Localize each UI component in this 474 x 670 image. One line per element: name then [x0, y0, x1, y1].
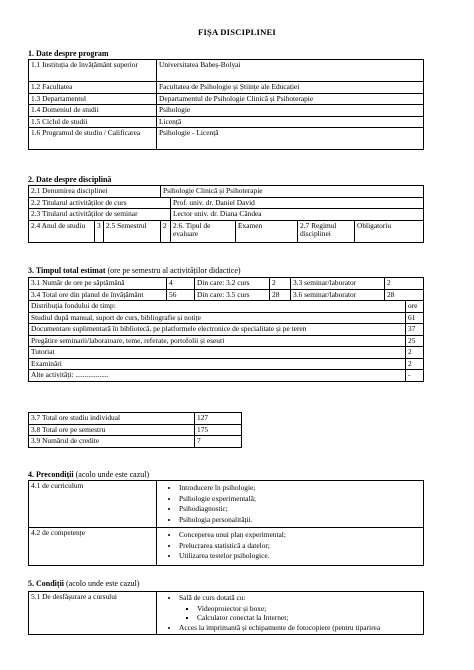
curriculum-list — [157, 484, 423, 524]
list-item: • Conceperea unui plan experimental; — [179, 531, 423, 540]
preconditions-table — [28, 480, 424, 566]
table-row: 3.8 Total ore pe semestru 175 — [29, 424, 242, 436]
list-item: ▪ Calculator conectat la Internet; — [197, 614, 423, 623]
table-row: 2.2 Titularul activităților de curs Prof. univ. dr. Daniel David — [29, 197, 424, 209]
table-row: 3.4 Total ore din planul de învățământ 56 Din care: 3.5 curs 28 3.6 seminar/laborator 28 — [29, 289, 424, 301]
table-row: 1.5 Ciclul de studii Licență — [29, 116, 424, 128]
list-item: • Psihologia personalității. — [179, 516, 423, 525]
time-hours-table — [28, 277, 424, 301]
section-1-heading: 1. Date despre program — [28, 49, 109, 58]
equipment-sublist — [179, 605, 423, 623]
table-row: 2.1 Denumirea disciplinei Psihologie Clinică și Psihoterapie — [29, 186, 424, 198]
table-row: Documentare suplimentară în bibliotecă, pe platformele electronice de specialitate și pe teren 37 — [29, 324, 424, 336]
table-row: 2.4 Anul de studiu 3 2.5 Semestrul 2 2.6. Tipul de evaluare Examen 2.7 Regimul disciplinei Obligatoriu — [29, 220, 424, 242]
section-3-heading: 3. Timpul total estimat (ore pe semestru al activităților didactice) — [28, 266, 241, 275]
course-conditions-list — [157, 594, 423, 632]
section-4-heading: 4. Precondiții (acolo unde este cazul) — [28, 470, 150, 479]
table-row: Examinări 2 — [29, 358, 424, 370]
table-row: 3.9 Numărul de credite 7 — [29, 436, 242, 448]
table-row: Distribuția fondului de timp: ore — [29, 301, 424, 313]
table-row: 1.2 Facultatea Facultatea de Psihologie și Științe ale Educației — [29, 82, 424, 94]
table-row: 1.1 Instituția de învățământ superior Universitatea Babeș-Bolyai — [29, 60, 424, 82]
table-row: Studiul după manual, suport de curs, bibliografie și notițe 61 — [29, 312, 424, 324]
conditions-table — [28, 591, 424, 635]
table-row: 1.6 Programul de studiu / Calificarea Psihologie - Licență — [29, 128, 424, 150]
list-item: • Introducere în psihologie; — [179, 484, 423, 493]
table-row: 4.2 de competențe • Conceperea unui plan experimental; • Prelucrarea statistică a datelor; • Utilizarea testelor psihologice. — [29, 528, 424, 566]
list-item: • Acces la imprimantă și echipamente de fotocopiere (pentru tiparirea — [179, 624, 423, 633]
program-table — [28, 59, 424, 150]
table-row: 2.3 Titularul activităților de seminar Lector univ. dr. Diana Cândea — [29, 209, 424, 221]
table-row: Pregătire seminarii/laboratoare, teme, referate, portofolii și eseuri 25 — [29, 335, 424, 347]
table-row: 3.1 Număr de ore pe săptămână 4 Din care: 3.2 curs 2 3.3 seminar/laborator 2 — [29, 278, 424, 290]
list-item: • Sală de curs dotată cu: ▪ Videoproiector și boxe; ▪ Calculator conectat la Internet; — [179, 594, 423, 623]
time-totals-table — [28, 412, 242, 448]
discipline-table — [28, 185, 424, 243]
list-item: • Psihologie experimentală; — [179, 495, 423, 504]
list-item: • Psihodiagnostic; — [179, 505, 423, 514]
section-5-heading: 5. Condiții (acolo unde este cazul) — [28, 579, 140, 588]
table-row: 1.4 Domeniul de studii Psihologie — [29, 105, 424, 117]
time-distribution-table — [28, 300, 424, 382]
table-row: Alte activități: .................. - — [29, 370, 424, 382]
list-item: • Prelucrarea statistică a datelor; — [179, 542, 423, 551]
table-row: 1.3 Departamentul Departamentul de Psihologie Clinică și Psihoterapie — [29, 93, 424, 105]
list-item: • Utilizarea testelor psihologice. — [179, 552, 423, 561]
table-row: 3.7 Total ore studiu individual 127 — [29, 413, 242, 425]
competences-list — [157, 531, 423, 561]
section-2-heading: 2. Date despre disciplină — [28, 175, 112, 184]
list-item: ▪ Videoproiector și boxe; — [197, 605, 423, 614]
table-row: 5.1 De desfășurare a cursului • Sală de curs dotată cu: ▪ Videoproiector și boxe; ▪ Calculator conectat la Internet; • Acces la imprimantă și echipamente de fotocopiere (pentru tiparirea — [29, 592, 424, 635]
table-row: 4.1 de curriculum • Introducere în psihologie; • Psihologie experimentală; • Psihodiagnostic; • Psihologia personalității. — [29, 481, 424, 528]
page-title: FIȘA DISCIPLINEI — [198, 27, 276, 37]
table-row: Tutoriat 2 — [29, 347, 424, 359]
